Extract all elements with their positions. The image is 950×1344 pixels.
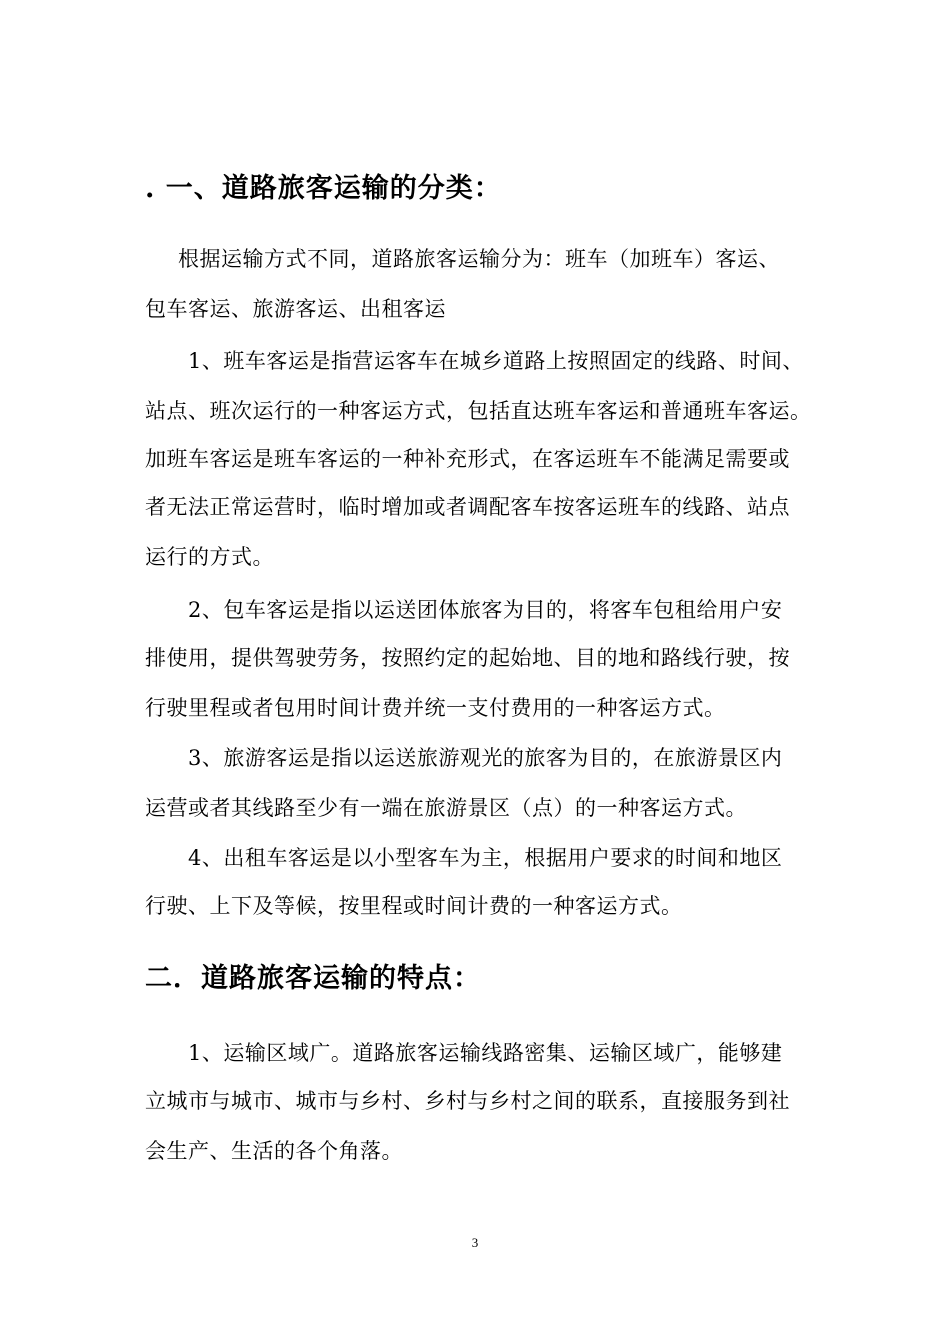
item2-line-1: 2、包车客运是指以运送团体旅客为目的，将客车包租给用户安 (188, 598, 783, 622)
page-number: 3 (471, 1235, 479, 1250)
section1-intro-line-1: 根据运输方式不同，道路旅客运输分为：班车（加班车）客运、 (178, 247, 780, 271)
item4-line-1: 4、出租车客运是以小型客车为主，根据用户要求的时间和地区 (188, 846, 783, 870)
section2-heading: 二．道路旅客运输的特点： (145, 963, 481, 994)
item3-line-1: 3、旅游客运是指以运送旅游观光的旅客为目的，在旅游景区内 (188, 746, 783, 770)
section2-item1-line-1: 1、运输区域广。道路旅客运输线路密集、运输区域广，能够建 (188, 1041, 783, 1065)
item2-line-2: 排使用，提供驾驶劳务，按照约定的起始地、目的地和路线行驶，按 (145, 646, 790, 670)
section1-heading: . 一、道路旅客运输的分类： (145, 173, 502, 204)
section2-item1-line-2: 立城市与城市、城市与乡村、乡村与乡村之间的联系，直接服务到社 (145, 1089, 790, 1113)
section2-item1-line-3: 会生产、生活的各个角落。 (145, 1139, 403, 1163)
section1-intro-line-2: 包车客运、旅游客运、出租客运 (145, 297, 446, 321)
item3-line-2: 运营或者其线路至少有一端在旅游景区（点）的一种客运方式。 (145, 796, 747, 820)
item2-line-3: 行驶里程或者包用时间计费并统一支付费用的一种客运方式。 (145, 696, 726, 720)
item1-line-3: 加班车客运是班车客运的一种补充形式，在客运班车不能满足需要或 (145, 447, 790, 471)
item1-line-1: 1、班车客运是指营运客车在城乡道路上按照固定的线路、时间、 (188, 349, 804, 373)
item1-line-5: 运行的方式。 (145, 545, 274, 569)
item1-line-4: 者无法正常运营时，临时增加或者调配客车按客运班车的线路、站点 (145, 495, 790, 519)
item1-line-2: 站点、班次运行的一种客运方式，包括直达班车客运和普通班车客运。 (145, 399, 812, 423)
item4-line-2: 行驶、上下及等候，按里程或时间计费的一种客运方式。 (145, 894, 683, 918)
